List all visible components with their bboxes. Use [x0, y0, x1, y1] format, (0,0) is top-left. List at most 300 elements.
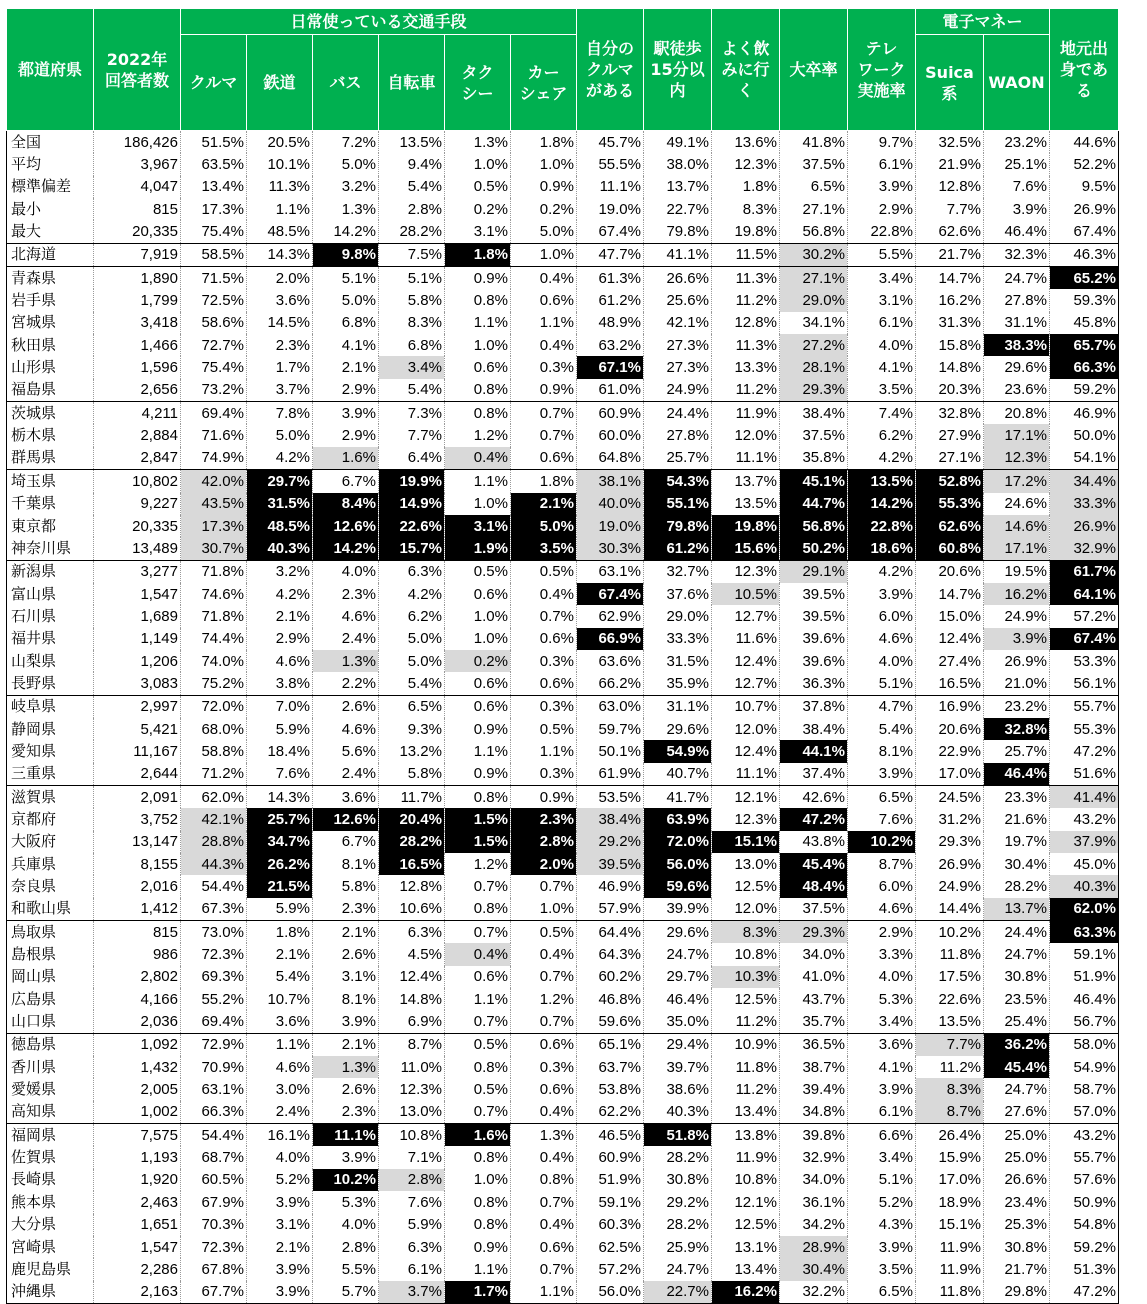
table-cell: 0.7%: [511, 605, 577, 627]
row-label: 群馬県: [7, 447, 94, 470]
row-label: 鳥取県: [7, 921, 94, 944]
table-cell: 14.8%: [379, 988, 445, 1010]
table-cell: 10.2%: [313, 1169, 379, 1191]
table-cell: 1.0%: [445, 153, 511, 175]
row-label: 熊本県: [7, 1191, 94, 1213]
table-cell: 1,206: [94, 650, 181, 672]
table-row: [7, 537, 1119, 560]
table-cell: 20.4%: [379, 808, 445, 830]
table-cell: 1.3%: [445, 131, 511, 154]
table-cell: 45.7%: [577, 131, 644, 154]
table-cell: 12.5%: [712, 1214, 780, 1236]
table-cell: 58.5%: [181, 243, 247, 266]
table-cell: 4.0%: [313, 560, 379, 583]
table-cell: 32.3%: [984, 243, 1050, 266]
table-cell: 25.7%: [644, 447, 712, 470]
table-cell: 25.1%: [984, 153, 1050, 175]
table-cell: 10.9%: [712, 1033, 780, 1056]
table-cell: 1.8%: [712, 176, 780, 198]
table-cell: 5.2%: [848, 1191, 916, 1213]
table-cell: 0.9%: [445, 1236, 511, 1258]
table-row: [7, 1236, 1119, 1258]
table-cell: 30.8%: [984, 966, 1050, 988]
table-row: [7, 1078, 1119, 1100]
table-cell: 0.4%: [511, 943, 577, 965]
table-cell: 35.9%: [644, 672, 712, 695]
table-cell: 4.2%: [247, 447, 313, 470]
table-cell: 0.8%: [445, 379, 511, 402]
table-cell: 0.3%: [511, 356, 577, 378]
table-cell: 0.4%: [445, 943, 511, 965]
table-cell: 12.8%: [916, 176, 984, 198]
table-cell: 8.7%: [916, 1101, 984, 1124]
table-cell: 39.4%: [780, 1078, 848, 1100]
table-cell: 4.6%: [313, 605, 379, 627]
table-cell: 0.8%: [445, 1056, 511, 1078]
table-cell: 79.8%: [644, 220, 712, 243]
table-cell: 0.3%: [511, 695, 577, 718]
table-cell: 26.9%: [984, 650, 1050, 672]
table-cell: 5.3%: [848, 988, 916, 1010]
table-row: [7, 267, 1119, 290]
table-cell: 8.7%: [848, 853, 916, 875]
table-cell: 2.3%: [511, 808, 577, 830]
table-cell: 0.6%: [511, 447, 577, 470]
table-cell: 13.3%: [712, 356, 780, 378]
table-cell: 37.9%: [1050, 831, 1119, 853]
prefecture-stats-sheet: [6, 8, 1119, 1304]
table-cell: 67.9%: [181, 1191, 247, 1213]
header-local-line: 地元出: [1059, 39, 1108, 58]
table-cell: 4.0%: [313, 1214, 379, 1236]
table-cell: 2.6%: [313, 1078, 379, 1100]
table-cell: 1.0%: [445, 605, 511, 627]
table-cell: 3.1%: [445, 515, 511, 537]
table-cell: 0.5%: [445, 1078, 511, 1100]
table-cell: 1.0%: [511, 153, 577, 175]
table-cell: 17.0%: [916, 763, 984, 786]
row-label: 奈良県: [7, 875, 94, 897]
table-cell: 11.9%: [712, 402, 780, 425]
table-cell: 6.2%: [379, 605, 445, 627]
table-cell: 6.1%: [848, 312, 916, 334]
table-cell: 37.5%: [780, 424, 848, 446]
table-cell: 4.6%: [247, 650, 313, 672]
table-row: [7, 628, 1119, 650]
table-cell: 5.9%: [247, 898, 313, 921]
table-cell: 43.8%: [780, 831, 848, 853]
table-cell: 25.7%: [247, 808, 313, 830]
table-cell: 20,335: [94, 515, 181, 537]
table-cell: 0.6%: [511, 672, 577, 695]
table-cell: 46.4%: [1050, 988, 1119, 1010]
table-cell: 60.5%: [181, 1169, 247, 1191]
table-cell: 26.6%: [984, 1169, 1050, 1191]
table-cell: 2.0%: [247, 267, 313, 290]
table-cell: 29.3%: [780, 379, 848, 402]
table-cell: 10,802: [94, 470, 181, 493]
table-cell: 0.7%: [511, 402, 577, 425]
table-row: [7, 1010, 1119, 1033]
table-cell: 40.0%: [577, 493, 644, 515]
table-cell: 14.2%: [313, 537, 379, 560]
header-suica-line: 系: [941, 83, 958, 103]
table-cell: 23.5%: [984, 988, 1050, 1010]
table-cell: 7.1%: [379, 1146, 445, 1168]
table-cell: 38.0%: [644, 153, 712, 175]
table-row: [7, 740, 1119, 762]
table-cell: 50.0%: [1050, 424, 1119, 446]
row-label: 全国: [7, 131, 94, 154]
table-cell: 2,036: [94, 1010, 181, 1033]
table-cell: 7.6%: [848, 808, 916, 830]
table-cell: 11.9%: [712, 1146, 780, 1168]
table-cell: 34.2%: [780, 1214, 848, 1236]
table-cell: 18.4%: [247, 740, 313, 762]
table-cell: 1.6%: [445, 1124, 511, 1147]
table-cell: 3.4%: [848, 267, 916, 290]
table-cell: 5.3%: [313, 1191, 379, 1213]
header-drink-line: く: [737, 81, 754, 100]
table-cell: 36.2%: [984, 1033, 1050, 1056]
table-cell: 17.1%: [984, 537, 1050, 560]
table-cell: 50.1%: [577, 740, 644, 762]
row-label: 最小: [7, 198, 94, 220]
row-label: 平均: [7, 153, 94, 175]
table-cell: 3,967: [94, 153, 181, 175]
table-cell: 11.9%: [916, 1258, 984, 1280]
table-cell: 2.8%: [379, 198, 445, 220]
table-cell: 73.2%: [181, 379, 247, 402]
table-cell: 57.9%: [577, 898, 644, 921]
header-car: クルマ: [181, 35, 247, 131]
table-row: [7, 605, 1119, 627]
table-row: [7, 898, 1119, 921]
table-cell: 38.7%: [780, 1056, 848, 1078]
table-cell: 5.0%: [511, 220, 577, 243]
table-cell: 40.7%: [644, 763, 712, 786]
table-row: [7, 1191, 1119, 1213]
table-cell: 1.3%: [313, 198, 379, 220]
table-cell: 26.2%: [247, 853, 313, 875]
table-cell: 55.7%: [1050, 1146, 1119, 1168]
row-label: 福島県: [7, 379, 94, 402]
table-cell: 40.3%: [644, 1101, 712, 1124]
table-cell: 22.8%: [848, 515, 916, 537]
table-cell: 9.7%: [848, 131, 916, 154]
table-cell: 0.5%: [511, 560, 577, 583]
table-cell: 53.5%: [577, 785, 644, 808]
table-cell: 57.0%: [1050, 1101, 1119, 1124]
table-cell: 7.6%: [247, 763, 313, 786]
table-cell: 12.3%: [712, 153, 780, 175]
table-cell: 0.2%: [445, 650, 511, 672]
table-cell: 15.1%: [712, 831, 780, 853]
table-cell: 1.2%: [445, 853, 511, 875]
table-cell: 13.5%: [379, 131, 445, 154]
table-cell: 72.9%: [181, 1033, 247, 1056]
table-cell: 4.6%: [247, 1056, 313, 1078]
table-cell: 12.8%: [379, 875, 445, 897]
table-cell: 29.0%: [780, 289, 848, 311]
table-cell: 62.0%: [181, 785, 247, 808]
table-cell: 66.3%: [1050, 356, 1119, 378]
table-cell: 33.3%: [1050, 493, 1119, 515]
table-cell: 16.2%: [916, 289, 984, 311]
table-cell: 1.9%: [445, 537, 511, 560]
table-cell: 0.6%: [511, 1236, 577, 1258]
table-cell: 20.6%: [916, 560, 984, 583]
header-bicycle: 自転車: [379, 35, 445, 131]
table-cell: 54.8%: [1050, 1214, 1119, 1236]
row-label: 愛媛県: [7, 1078, 94, 1100]
table-cell: 15.7%: [379, 537, 445, 560]
table-cell: 0.4%: [511, 334, 577, 356]
table-cell: 63.5%: [181, 153, 247, 175]
table-cell: 25.7%: [984, 740, 1050, 762]
table-cell: 13.4%: [712, 1101, 780, 1124]
table-cell: 67.3%: [181, 898, 247, 921]
table-cell: 19.7%: [984, 831, 1050, 853]
table-cell: 2.9%: [313, 424, 379, 446]
table-cell: 39.5%: [577, 853, 644, 875]
table-cell: 0.7%: [511, 1258, 577, 1280]
table-cell: 2.1%: [313, 1033, 379, 1056]
table-cell: 47.2%: [780, 808, 848, 830]
table-cell: 4,047: [94, 176, 181, 198]
table-cell: 1,193: [94, 1146, 181, 1168]
table-cell: 3.9%: [984, 628, 1050, 650]
table-cell: 20,335: [94, 220, 181, 243]
table-cell: 6.5%: [780, 176, 848, 198]
table-cell: 79.8%: [644, 515, 712, 537]
table-cell: 3.1%: [445, 220, 511, 243]
table-cell: 29.4%: [644, 1033, 712, 1056]
header-pref: 都道府県: [7, 9, 94, 131]
table-cell: 28.1%: [780, 356, 848, 378]
table-cell: 1.2%: [511, 988, 577, 1010]
table-cell: 71.2%: [181, 763, 247, 786]
table-cell: 24.5%: [916, 785, 984, 808]
table-cell: 6.0%: [848, 875, 916, 897]
table-cell: 5.6%: [313, 740, 379, 762]
table-cell: 58.7%: [1050, 1078, 1119, 1100]
table-cell: 48.9%: [577, 312, 644, 334]
table-cell: 20.3%: [916, 379, 984, 402]
table-cell: 3.6%: [247, 1010, 313, 1033]
table-cell: 3.3%: [848, 943, 916, 965]
table-cell: 23.2%: [984, 695, 1050, 718]
table-cell: 53.3%: [1050, 650, 1119, 672]
table-cell: 64.4%: [577, 921, 644, 944]
table-cell: 39.8%: [780, 1124, 848, 1147]
table-cell: 8.1%: [313, 853, 379, 875]
table-cell: 68.0%: [181, 718, 247, 740]
table-cell: 2,802: [94, 966, 181, 988]
table-cell: 71.8%: [181, 560, 247, 583]
table-cell: 21.7%: [984, 1258, 1050, 1280]
table-cell: 3.2%: [313, 176, 379, 198]
table-cell: 27.2%: [780, 334, 848, 356]
table-cell: 7.7%: [379, 424, 445, 446]
table-cell: 30.7%: [181, 537, 247, 560]
row-label: 北海道: [7, 243, 94, 266]
table-cell: 32.7%: [644, 560, 712, 583]
table-cell: 7.3%: [379, 402, 445, 425]
table-cell: 2.1%: [313, 921, 379, 944]
table-cell: 0.6%: [511, 1033, 577, 1056]
table-cell: 63.3%: [1050, 921, 1119, 944]
table-cell: 54.9%: [644, 740, 712, 762]
table-cell: 11.1%: [577, 176, 644, 198]
table-cell: 53.8%: [577, 1078, 644, 1100]
table-cell: 2,005: [94, 1078, 181, 1100]
table-cell: 1.0%: [511, 243, 577, 266]
table-cell: 5.1%: [848, 672, 916, 695]
table-cell: 39.5%: [780, 583, 848, 605]
table-row: [7, 875, 1119, 897]
table-cell: 1,092: [94, 1033, 181, 1056]
table-cell: 1,890: [94, 267, 181, 290]
table-cell: 30.4%: [984, 853, 1050, 875]
header-taxi: [445, 35, 511, 131]
table-cell: 22.7%: [644, 1281, 712, 1304]
table-cell: 3,752: [94, 808, 181, 830]
table-cell: 51.9%: [1050, 966, 1119, 988]
header-walk15: [644, 9, 712, 131]
table-cell: 35.8%: [780, 447, 848, 470]
table-cell: 4.5%: [379, 943, 445, 965]
table-cell: 7.6%: [379, 1191, 445, 1213]
table-cell: 8.1%: [313, 988, 379, 1010]
table-cell: 3.9%: [247, 1281, 313, 1304]
table-row: [7, 672, 1119, 695]
table-cell: 25.9%: [644, 1236, 712, 1258]
table-cell: 5.0%: [379, 628, 445, 650]
table-cell: 11.1%: [712, 763, 780, 786]
table-cell: 0.6%: [445, 966, 511, 988]
table-cell: 25.6%: [644, 289, 712, 311]
table-cell: 7.7%: [916, 1033, 984, 1056]
table-cell: 11.2%: [712, 1078, 780, 1100]
table-cell: 29.2%: [577, 831, 644, 853]
table-cell: 4,166: [94, 988, 181, 1010]
table-cell: 4.1%: [848, 356, 916, 378]
table-cell: 0.7%: [511, 424, 577, 446]
table-cell: 11.5%: [712, 243, 780, 266]
table-cell: 14.6%: [984, 515, 1050, 537]
table-cell: 41.1%: [644, 243, 712, 266]
table-cell: 45.0%: [1050, 853, 1119, 875]
table-cell: 10.5%: [712, 583, 780, 605]
table-cell: 11.0%: [379, 1056, 445, 1078]
table-cell: 43.5%: [181, 493, 247, 515]
table-cell: 0.6%: [445, 356, 511, 378]
table-cell: 0.3%: [511, 1056, 577, 1078]
header-taxi-line: シー: [461, 83, 494, 103]
table-cell: 12.7%: [712, 672, 780, 695]
table-row: [7, 1214, 1119, 1236]
table-cell: 56.8%: [780, 515, 848, 537]
table-row: [7, 356, 1119, 378]
header-waon: WAON: [984, 35, 1050, 131]
table-cell: 27.3%: [644, 334, 712, 356]
row-label: 沖縄県: [7, 1281, 94, 1304]
table-cell: 13.5%: [916, 1010, 984, 1033]
table-cell: 10.8%: [712, 943, 780, 965]
table-cell: 2.1%: [247, 605, 313, 627]
table-cell: 29.7%: [247, 470, 313, 493]
table-cell: 0.8%: [445, 1146, 511, 1168]
table-cell: 12.3%: [984, 447, 1050, 470]
table-cell: 7.8%: [247, 402, 313, 425]
table-cell: 13.8%: [712, 1124, 780, 1147]
table-cell: 50.9%: [1050, 1191, 1119, 1213]
table-row: [7, 695, 1119, 718]
table-cell: 6.3%: [379, 560, 445, 583]
table-cell: 38.4%: [780, 402, 848, 425]
table-cell: 62.6%: [916, 515, 984, 537]
table-cell: 8.4%: [313, 493, 379, 515]
table-cell: 68.7%: [181, 1146, 247, 1168]
table-cell: 6.6%: [848, 1124, 916, 1147]
table-cell: 9,227: [94, 493, 181, 515]
table-cell: 3.7%: [379, 1281, 445, 1304]
table-cell: 3.9%: [848, 176, 916, 198]
table-cell: 55.7%: [1050, 695, 1119, 718]
table-cell: 20.5%: [247, 131, 313, 154]
table-cell: 44.7%: [780, 493, 848, 515]
table-cell: 2.4%: [313, 628, 379, 650]
table-cell: 10.6%: [379, 898, 445, 921]
table-cell: 1.5%: [445, 831, 511, 853]
table-cell: 28.2%: [644, 1146, 712, 1168]
table-cell: 11.1%: [313, 1124, 379, 1147]
table-cell: 62.0%: [1050, 898, 1119, 921]
table-cell: 2,644: [94, 763, 181, 786]
table-cell: 62.5%: [577, 1236, 644, 1258]
table-cell: 3.5%: [848, 1258, 916, 1280]
table-cell: 0.7%: [445, 1101, 511, 1124]
table-cell: 17.5%: [916, 966, 984, 988]
row-label: 高知県: [7, 1101, 94, 1124]
table-cell: 29.8%: [984, 1281, 1050, 1304]
table-cell: 67.7%: [181, 1281, 247, 1304]
table-cell: 32.8%: [984, 718, 1050, 740]
table-row: [7, 1146, 1119, 1168]
table-cell: 0.9%: [445, 267, 511, 290]
table-cell: 5.1%: [848, 1169, 916, 1191]
table-cell: 61.7%: [1050, 560, 1119, 583]
table-row: [7, 176, 1119, 198]
table-cell: 28.2%: [984, 875, 1050, 897]
table-cell: 2.3%: [313, 1101, 379, 1124]
table-cell: 1.8%: [511, 470, 577, 493]
table-cell: 4,211: [94, 402, 181, 425]
table-cell: 29.2%: [644, 1191, 712, 1213]
table-cell: 16.1%: [247, 1124, 313, 1147]
table-cell: 5.8%: [313, 875, 379, 897]
table-cell: 13,147: [94, 831, 181, 853]
table-cell: 13,489: [94, 537, 181, 560]
table-cell: 75.4%: [181, 220, 247, 243]
table-cell: 6.5%: [848, 785, 916, 808]
table-cell: 39.9%: [644, 898, 712, 921]
table-cell: 31.5%: [247, 493, 313, 515]
table-cell: 38.3%: [984, 334, 1050, 356]
table-cell: 72.3%: [181, 943, 247, 965]
table-cell: 34.7%: [247, 831, 313, 853]
